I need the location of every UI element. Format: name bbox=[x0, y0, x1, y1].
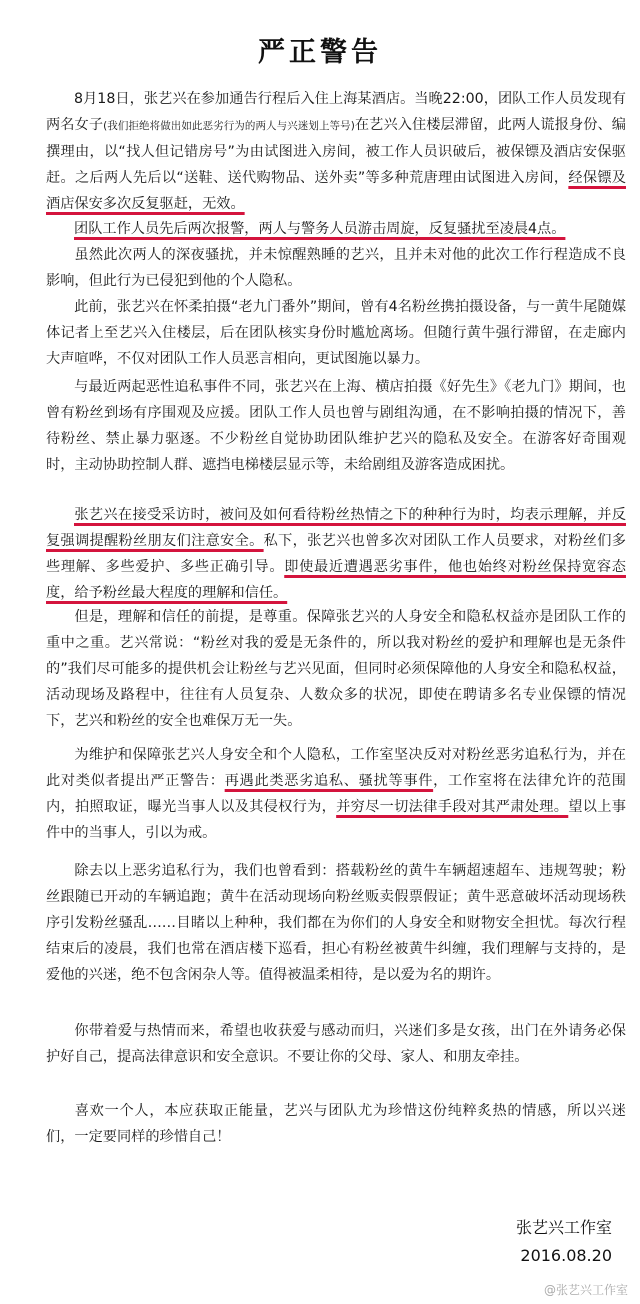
safety-text: 你带着爱与热情而来，希望也收获爱与感动而归，兴迷们多是女孩，出门在外请务必保护好自己，提高法律意识和安全意识。不要让你的父母、家人、和朋友牵挂。 bbox=[46, 1023, 626, 1065]
paragraph-safety bbox=[46, 1018, 626, 1070]
highlight-interview: 张艺兴在接受采访时，被问及如何看待粉丝热情之下的种种行为时，均表示理解，并反复强调提醒粉丝朋友们注意安全。 bbox=[46, 507, 626, 549]
incident-text: 8月18日，张艺兴在参加通告行程后入住上海某酒店。当晚22:00，团队工作人员发现有两名女子 bbox=[46, 91, 626, 133]
highlight-police: 团队工作人员先后两次报警，两人与警务人员游击周旋，反复骚扰至凌晨4点。 bbox=[74, 221, 566, 237]
document-title: 严正警告 bbox=[258, 37, 382, 68]
paragraph-warning bbox=[46, 742, 626, 846]
paragraph-fans-orderly bbox=[46, 374, 626, 478]
respect-text: 但是，理解和信任的前提，是尊重。保障张艺兴的人身安全和隐私权益亦是团队工作的重中之重。艺兴常说：“粉丝对我的爱是无条件的，所以我对粉丝的爱护和理解也是无条件的”我们尽可能多的提供机会让粉丝与艺兴见面，但同时必须保障他的人身安全和隐私权益，活动现场及路程中，往往有人员复杂、人数众多的状况，即使在聘请多名专业保镖的情况下，艺兴和粉丝的安全也难保万无一失。 bbox=[46, 609, 626, 729]
watermark: @张艺兴工作室 bbox=[543, 1283, 628, 1297]
paragraph-incident bbox=[46, 86, 626, 217]
cherish-text: 喜欢一个人，本应获取正能量，艺兴与团队尤为珍惜这份纯粹炙热的情感，所以兴迷们，一定要同样的珍惜自己！ bbox=[46, 1103, 626, 1145]
incident-text-cont: 在艺兴入住楼层滞留，此两人谎报身份、编撰理由，以“找人但记错房号”为由试图进入房间，被工作人员识破后，被保镖及酒店安保驱赶。之后两人先后以“送鞋、送代购物品、送外卖”等多种荒唐理由试图进入房间， bbox=[46, 117, 626, 186]
fans-orderly-text: 与最近两起恶性追私事件不同，张艺兴在上海、横店拍摄《好先生》《老九门》期间，也曾有粉丝到场有序围观及应援。团队工作人员也曾与剧组沟通，在不影响拍摄的情况下，善待粉丝、禁止暴力驱逐。不少粉丝自觉协助团队维护艺兴的隐私及安全。在游客好奇围观时，主动协助控制人群、遮挡电梯楼层显示等，未给剧组及游客造成困扰。 bbox=[46, 379, 626, 473]
highlight-legal-action: 并穷尽一切法律手段对其严肃处理。 bbox=[336, 799, 569, 815]
previous-text: 此前，张艺兴在怀柔拍摄“老九门番外”期间，曾有4名粉丝携拍摄设备，与一黄牛尾随媒体记者上至艺兴入住楼层，后在团队核实身份时尴尬离场。但随行黄牛强行滞留，在走廊内大声喧哗，不仅对团队工作人员恶言相向，更试图施以暴力。 bbox=[46, 299, 626, 367]
warning-text-mid: ，工作室将在法律允许的范围内，拍照取证，曝光当事人以及其侵权行为， bbox=[46, 773, 626, 815]
highlight-harassment: 再遇此类恶劣追私、骚扰等事件 bbox=[224, 773, 434, 789]
incident-note: (我们拒绝将做出如此恶劣行为的两人与兴迷划上等号) bbox=[103, 120, 355, 132]
warning-text-end: 望以上事件中的当事人，引以为戒。 bbox=[46, 799, 626, 841]
warning-text: 为维护和保障张艺兴人身安全和个人隐私，工作室坚决反对对粉丝恶劣追私行为，并在此对类似者提出严正警告： bbox=[46, 747, 626, 789]
paragraph-previous bbox=[46, 294, 626, 372]
signature-studio: 张艺兴工作室 bbox=[515, 1218, 612, 1237]
paragraph-interview bbox=[46, 502, 626, 606]
privacy-text: 虽然此次两人的深夜骚扰，并未惊醒熟睡的艺兴，且并未对他的此次工作行程造成不良影响，但此行为已侵犯到他的个人隐私。 bbox=[46, 247, 626, 289]
paragraph-respect bbox=[46, 604, 626, 734]
highlight-expelled: 经保镖及酒店保安多次反复驱赶，无效。 bbox=[46, 170, 626, 212]
interview-text: 私下，张艺兴也曾多次对团队工作人员要求，对粉丝们多些理解、多些爱护、多些正确引导。 bbox=[46, 533, 626, 575]
paragraph-privacy bbox=[46, 242, 626, 294]
signature-date: 2016.08.20 bbox=[520, 1246, 612, 1265]
paragraph-police bbox=[46, 216, 626, 242]
concerns-text: 除去以上恶劣追私行为，我们也曾看到：搭载粉丝的黄牛车辆超速超车、违规驾驶；粉丝跟随已开动的车辆追跑；黄牛在活动现场向粉丝贩卖假票假证；黄牛恶意破坏活动现场秩序引发粉丝骚乱……目睹以上种种，我们都在为你们的人身安全和财物安全担忧。每次行程结束后的凌晨，我们也常在酒店楼下巡看，担心有粉丝被黄牛纠缠，我们理解与支持的，是爱他的兴迷，绝不包含闲杂人等。值得被温柔相待，是以爱为名的期许。 bbox=[46, 863, 626, 983]
highlight-tolerance: 即使最近遭遇恶劣事件，他也始终对粉丝保持宽容态度，给予粉丝最大程度的理解和信任。 bbox=[46, 559, 626, 601]
paragraph-cherish bbox=[46, 1098, 626, 1150]
paragraph-concerns bbox=[46, 858, 626, 988]
